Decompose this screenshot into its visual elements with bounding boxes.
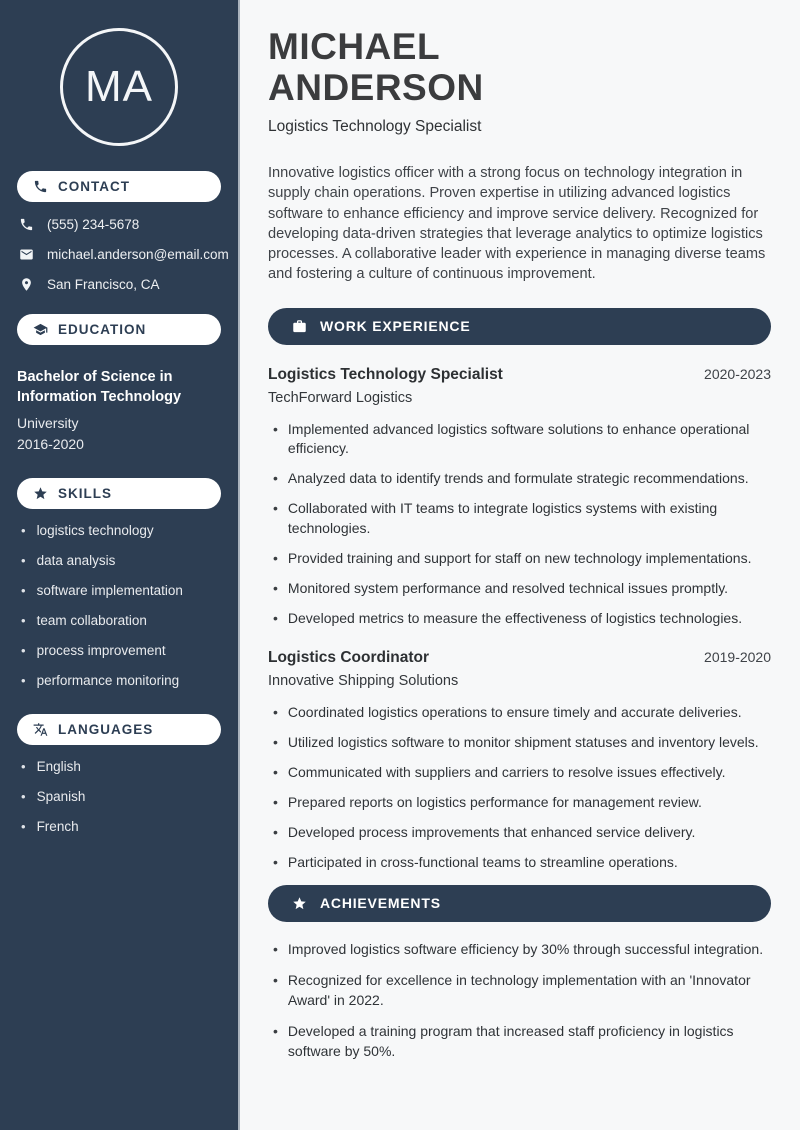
skill-item: • team collaboration [21, 613, 221, 629]
name-line-2: ANDERSON [268, 67, 484, 108]
job-bullet: • Participated in cross-functional teams to streamline operations. [273, 853, 771, 873]
main-content [240, 0, 800, 1130]
contact-email-row [17, 247, 229, 262]
achievement-bullet: • Recognized for excellence in technology implementation with an 'Innovator Award' in 2022. [273, 971, 771, 1010]
summary-paragraph: Innovative logistics officer with a strong focus on technology integration in supply chain operations. Proven expertise in utilizing advanced logistics software to enhance efficiency and improve service delivery. Recognized for developing data-driven strategies that leverage analytics to optimize logistics processes. A collaborative leader with experience in managing diverse teams and fostering a culture of continuous improvement. [268, 165, 766, 283]
job-bullet: • Collaborated with IT teams to integrate logistics systems with existing technologies. [273, 499, 771, 538]
work-experience-section-header [268, 308, 771, 345]
sidebar [0, 0, 240, 1130]
graduation-cap-icon [33, 322, 48, 337]
phone-icon [33, 179, 48, 194]
contact-header-label: CONTACT [58, 179, 130, 194]
avatar-initials: MA [85, 62, 153, 111]
language-item: • French [21, 819, 221, 835]
skills-header-label: SKILLS [58, 486, 113, 501]
contact-section-header [17, 171, 221, 202]
job-bullet: • Prepared reports on logistics performance for management review. [273, 793, 771, 813]
job-bullet: • Communicated with suppliers and carriers to resolve issues effectively. [273, 763, 771, 783]
job-bullet: • Provided training and support for staff on new technology implementations. [273, 549, 771, 569]
work-experience-header-label: WORK EXPERIENCE [320, 318, 471, 335]
achievement-bullet: • Developed a training program that increased staff proficiency in logistics software by 50%. [273, 1022, 771, 1061]
contact-rows [17, 217, 229, 292]
languages-list [17, 759, 221, 835]
contact-location-row [17, 277, 221, 292]
job-bullet-list [268, 703, 771, 873]
email-icon [19, 247, 34, 262]
briefcase-icon [292, 319, 307, 334]
education-years: 2016-2020 [17, 436, 84, 452]
job-bullet: • Analyzed data to identify trends and formulate strategic recommendations. [273, 469, 771, 489]
skills-list [17, 523, 221, 689]
language-item: • English [21, 759, 221, 775]
languages-section-header [17, 714, 221, 745]
job-entry-1 [268, 366, 771, 629]
job-title: Logistics Technology Specialist [268, 365, 503, 383]
achievements-list [268, 940, 771, 1062]
job-dates: 2019-2020 [704, 649, 771, 666]
achievements-section-header [268, 885, 771, 922]
location-value: San Francisco, CA [47, 277, 160, 292]
job-bullet: • Utilized logistics software to monitor shipment statuses and inventory levels. [273, 733, 771, 753]
job-bullet: • Developed process improvements that enhanced service delivery. [273, 823, 771, 843]
job-bullet: • Implemented advanced logistics software solutions to enhance operational efficiency. [273, 420, 771, 459]
job-dates: 2020-2023 [704, 365, 771, 382]
star-icon [33, 486, 48, 501]
achievement-bullet: • Improved logistics software efficiency by 30% through successful integration. [273, 940, 771, 960]
education-school: University [17, 415, 79, 431]
email-value: michael.anderson@email.com [47, 247, 229, 262]
avatar [60, 28, 178, 146]
skills-section-header [17, 478, 221, 509]
candidate-job-title: Logistics Technology Specialist [268, 118, 482, 135]
job-header [268, 366, 771, 384]
name-line-1: MICHAEL [268, 26, 441, 67]
job-bullet-list [268, 420, 771, 629]
location-icon [19, 277, 34, 292]
job-entry-2 [268, 649, 771, 873]
job-company: Innovative Shipping Solutions [268, 673, 459, 690]
translate-icon [33, 722, 48, 737]
job-bullet: • Coordinated logistics operations to ensure timely and accurate deliveries. [273, 703, 771, 723]
education-degree: Bachelor of Science in Information Technology [17, 369, 182, 405]
education-header-label: EDUCATION [58, 322, 147, 337]
candidate-name [268, 26, 771, 108]
skill-item: • performance monitoring [21, 673, 221, 689]
languages-header-label: LANGUAGES [58, 722, 154, 737]
star-icon [292, 896, 307, 911]
education-section-header [17, 314, 221, 345]
job-company: TechForward Logistics [268, 389, 413, 406]
job-header [268, 649, 771, 667]
phone-value: (555) 234-5678 [47, 217, 140, 232]
job-bullet: • Developed metrics to measure the effectiveness of logistics technologies. [273, 609, 771, 629]
job-bullet: • Monitored system performance and resolved technical issues promptly. [273, 579, 771, 599]
achievements-header-label: ACHIEVEMENTS [320, 895, 441, 912]
contact-phone-row [17, 217, 221, 232]
skill-item: • process improvement [21, 643, 221, 659]
skill-item: • data analysis [21, 553, 221, 569]
skill-item: • software implementation [21, 583, 221, 599]
language-item: • Spanish [21, 789, 221, 805]
skill-item: • logistics technology [21, 523, 221, 539]
phone-icon [19, 217, 34, 232]
job-title: Logistics Coordinator [268, 649, 430, 667]
